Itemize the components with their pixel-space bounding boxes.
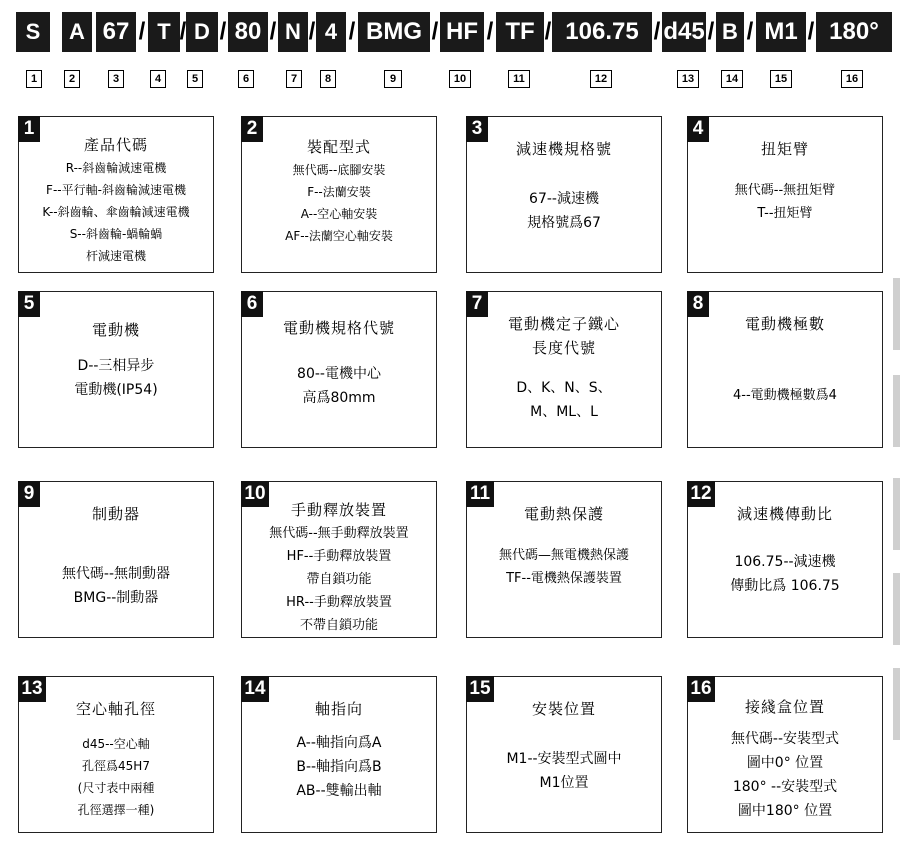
card-line: 傳動比爲 106.75: [730, 578, 840, 594]
card-description: [688, 384, 882, 407]
index-number: 2: [64, 70, 80, 88]
card-title: 電動機極數: [744, 315, 825, 333]
card-line: B--軸指向爲B: [296, 759, 382, 775]
card-description: [242, 522, 436, 637]
index-number: 12: [590, 70, 612, 88]
code-segment: T: [148, 12, 180, 52]
card-line: R--斜齒輪減速電機: [65, 161, 167, 175]
index-number: 9: [384, 70, 402, 88]
card-description: [688, 179, 882, 225]
code-segment: B: [716, 12, 744, 52]
index-number: 15: [770, 70, 792, 88]
card-number-badge: 10: [241, 481, 269, 507]
card-number-badge: 3: [466, 116, 488, 142]
index-number: 10: [449, 70, 471, 88]
card-number-badge: 5: [18, 291, 40, 317]
code-separator: /: [486, 18, 494, 45]
card-line: 無代碼--底腳安裝: [292, 163, 386, 177]
index-number: 14: [721, 70, 743, 88]
card-line: 杆減速電機: [85, 249, 146, 263]
card-number-badge: 8: [687, 291, 709, 317]
card-line: 孔徑爲45H7: [82, 759, 150, 773]
parameter-card: [687, 291, 883, 448]
code-separator: /: [544, 18, 552, 45]
card-title: 減速機傳動比: [736, 505, 833, 523]
index-number: 16: [841, 70, 863, 88]
card-line: D--三相异步: [77, 358, 155, 374]
card-line: 高爲80mm: [302, 390, 376, 406]
index-number: 13: [677, 70, 699, 88]
card-line: BMG--制動器: [73, 590, 159, 606]
card-description: [242, 362, 436, 410]
code-segment: TF: [496, 12, 544, 52]
card-description: [242, 159, 436, 247]
card-line: HF--手動釋放裝置: [286, 549, 392, 564]
card-title: 電動機定子鐵心 長度代號: [507, 315, 620, 357]
card-line: d45--空心軸: [82, 737, 150, 751]
card-line: T--扭矩臂: [757, 206, 813, 221]
parameter-card: [18, 116, 214, 273]
code-separator: /: [138, 18, 146, 45]
card-description: [688, 727, 882, 823]
card-title: 減速機規格號: [515, 140, 612, 158]
code-separator: /: [746, 18, 754, 45]
card-description: [467, 376, 661, 424]
card-number-badge: 16: [687, 676, 715, 702]
index-number: 11: [508, 70, 530, 88]
card-line: M1--安裝型式圖中: [506, 751, 622, 767]
card-line: 無代碼--無手動釋放裝置: [269, 526, 409, 541]
code-segment: BMG: [358, 12, 430, 52]
card-line: 無代碼--安裝型式: [730, 731, 840, 747]
index-number-row: [0, 70, 900, 90]
card-number-badge: 7: [466, 291, 488, 317]
code-segment: N: [278, 12, 308, 52]
parameter-card: [241, 291, 437, 448]
card-number-badge: 4: [687, 116, 709, 142]
code-separator: /: [269, 18, 277, 45]
code-separator: /: [707, 18, 715, 45]
card-title: 電動機: [91, 321, 140, 339]
card-description: [688, 550, 882, 598]
card-number-badge: 12: [687, 481, 715, 507]
card-title: 電動熱保護: [523, 505, 604, 523]
card-description: [19, 562, 213, 610]
card-line: AF--法蘭空心軸安裝: [285, 229, 393, 243]
card-title: 裝配型式: [306, 138, 371, 156]
parameter-card: [18, 676, 214, 833]
code-segment: S: [16, 12, 50, 52]
card-line: S--斜齒輪-蝸輪蝸: [69, 227, 163, 241]
code-separator: /: [179, 18, 187, 45]
card-line: 帶自鎖功能: [306, 572, 372, 587]
parameter-card: [687, 116, 883, 273]
index-number: 7: [286, 70, 302, 88]
card-number-badge: 1: [18, 116, 40, 142]
card-line: HR--手動釋放裝置: [286, 595, 392, 610]
code-segment: 67: [96, 12, 136, 52]
code-separator: /: [219, 18, 227, 45]
card-line: D、K、N、S、: [516, 380, 612, 396]
card-line: 無代碼--無扭矩臂: [734, 183, 836, 198]
code-segment: D: [186, 12, 218, 52]
card-line: AB--雙輸出軸: [296, 783, 382, 799]
code-segment: d45: [662, 12, 706, 52]
code-separator: /: [431, 18, 439, 45]
card-title: 軸指向: [314, 700, 363, 718]
card-line: 電動機(IP54): [74, 382, 158, 398]
code-segment: 106.75: [552, 12, 652, 52]
card-description: [242, 731, 436, 803]
code-segment: 80: [228, 12, 268, 52]
card-line: F--法蘭安裝: [307, 185, 371, 199]
cropped-edge-fragment: [893, 375, 900, 447]
cropped-edge-fragment: [893, 478, 900, 550]
card-title: 手動釋放裝置: [290, 501, 387, 519]
parameter-card: [18, 481, 214, 638]
card-number-badge: 9: [18, 481, 40, 507]
card-line: 圖中180° 位置: [737, 803, 833, 819]
card-number-badge: 13: [18, 676, 46, 702]
card-line: K--斜齒輪、傘齒輪減速電機: [42, 205, 190, 219]
card-line: 無代碼--無制動器: [61, 566, 171, 582]
index-number: 6: [238, 70, 254, 88]
code-segment: A: [62, 12, 92, 52]
card-title: 扭矩臂: [760, 140, 809, 158]
parameter-card: [241, 481, 437, 638]
card-description: [467, 187, 661, 235]
code-segment: M1: [756, 12, 806, 52]
card-line: A--空心軸安裝: [300, 207, 378, 221]
card-line: 106.75--減速機: [734, 554, 836, 570]
cropped-edge-fragment: [893, 278, 900, 350]
card-title: 制動器: [91, 505, 140, 523]
index-number: 8: [320, 70, 336, 88]
card-number-badge: 14: [241, 676, 269, 702]
parameter-card: [687, 676, 883, 833]
parameter-card: [466, 291, 662, 448]
code-separator: /: [807, 18, 815, 45]
card-title: 安裝位置: [531, 700, 596, 718]
card-description: [19, 354, 213, 402]
card-line: 4--電動機極數爲4: [733, 388, 837, 403]
cropped-edge-fragment: [893, 573, 900, 645]
card-line: TF--電機熱保護裝置: [506, 571, 622, 586]
card-line: F--平行軸-斜齒輪減速電機: [46, 183, 186, 197]
card-description: [19, 733, 213, 821]
card-line: 80--電機中心: [297, 366, 381, 382]
parameter-card: [18, 291, 214, 448]
card-line: 67--減速機: [529, 191, 599, 207]
card-line: (尺寸表中兩種: [77, 781, 155, 795]
card-line: 規格號爲67: [527, 215, 601, 231]
code-separator: /: [348, 18, 356, 45]
parameter-card: [241, 116, 437, 273]
card-title: 電動機規格代號: [282, 319, 395, 337]
card-number-badge: 2: [241, 116, 263, 142]
index-number: 3: [108, 70, 124, 88]
card-line: A--軸指向爲A: [296, 735, 382, 751]
card-description: [467, 544, 661, 590]
card-line: M、ML、L: [530, 404, 598, 420]
model-code-row: [0, 12, 900, 56]
card-number-badge: 11: [466, 481, 494, 507]
index-number: 5: [187, 70, 203, 88]
card-line: 180° --安裝型式: [732, 779, 838, 795]
card-number-badge: 15: [466, 676, 494, 702]
index-number: 4: [150, 70, 166, 88]
cropped-edge-fragment: [893, 668, 900, 740]
card-line: M1位置: [539, 775, 589, 791]
card-line: 孔徑選擇一種): [77, 803, 155, 817]
card-description: [467, 747, 661, 795]
code-segment: 4: [316, 12, 346, 52]
card-title: 空心軸孔徑: [75, 700, 156, 718]
code-segment: 180°: [816, 12, 892, 52]
code-segment: HF: [440, 12, 484, 52]
card-line: 圖中0° 位置: [746, 755, 824, 771]
card-description: [19, 157, 213, 267]
parameter-card: [241, 676, 437, 833]
index-number: 1: [26, 70, 42, 88]
card-number-badge: 6: [241, 291, 263, 317]
card-line: 不帶自鎖功能: [299, 618, 378, 633]
card-line: 無代碼—無電機熱保護: [498, 548, 629, 563]
card-title: 產品代碼: [83, 136, 148, 154]
parameter-card: [466, 116, 662, 273]
parameter-card: [687, 481, 883, 638]
parameter-card: [466, 676, 662, 833]
code-separator: /: [653, 18, 661, 45]
card-title: 接綫盒位置: [744, 698, 825, 716]
code-separator: /: [308, 18, 316, 45]
parameter-card: [466, 481, 662, 638]
